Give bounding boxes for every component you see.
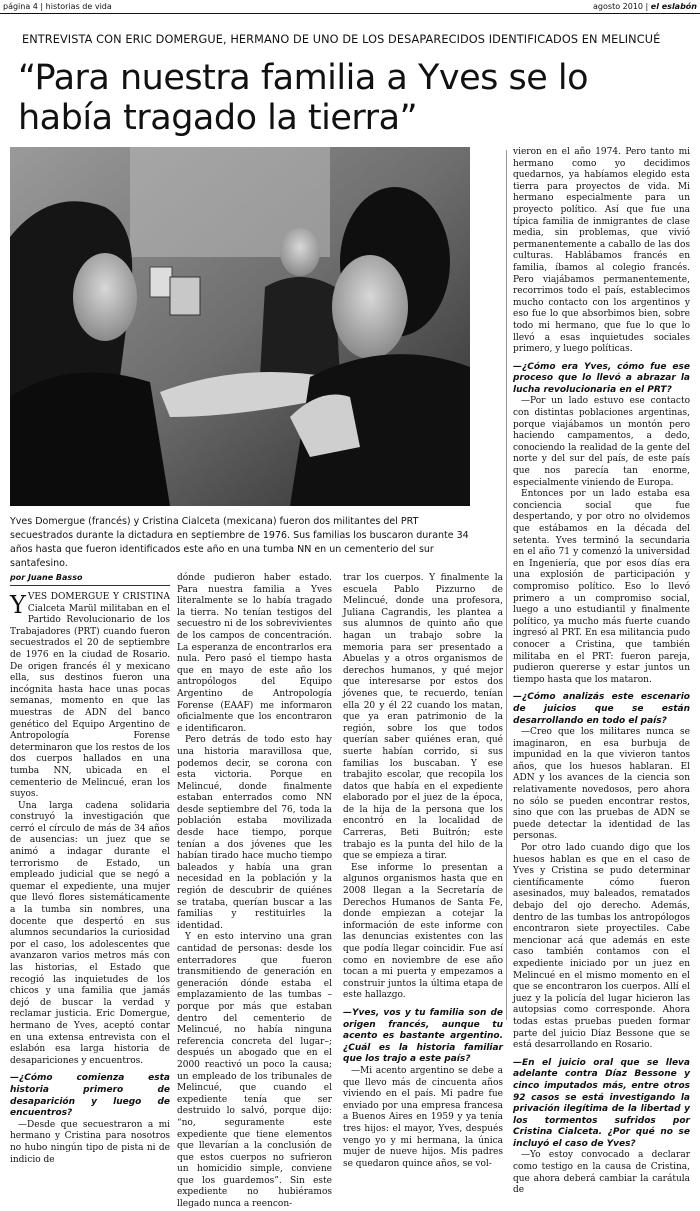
article-column-2 bbox=[177, 573, 332, 1210]
question: —¿Cómo analizás este escenario de juicios que se están desarrollando en todo el país? bbox=[513, 692, 690, 726]
issue-date: agosto 2010 | bbox=[593, 2, 649, 11]
header-right bbox=[593, 0, 697, 13]
column-divider bbox=[506, 150, 507, 1020]
article-headline: “Para nuestra familia a Yves se lo había tragado la tierra” bbox=[18, 58, 589, 138]
paragraph: —Por un lado estuvo ese contacto con distintas poblaciones argentinas, porque viajábamos un montón pero haciendo campamentos, a dedo, conociendo la realidad de la gente del norte y del sur del país, de este país que nos parecía tan enorme, especialmente viniendo de Europa. bbox=[513, 396, 690, 488]
article-column-4 bbox=[513, 147, 690, 1196]
paragraph-text: VES DOMERGUE Y CRISTINA Cialceta Marül militaban en el Partido Revolucionario de los Trabajadores (PRT) cuando fueron secuestrados el 20 de septiembre de 1976 en la ciudad de Rosario. De origen francés él y mexicano ella, sus destinos fueron una incógnita hasta hace unas pocas semanas, momento en que las muestras de ADN del banco genético del Equipo Argentino de Antropología Forense determinaron que los restos de los dos cuerpos hallados en una tumba NN, ubicada en el cementerio de Melincué, eran los suyos. bbox=[10, 592, 170, 800]
section-label: página 4 | historias de vida bbox=[3, 2, 112, 11]
paragraph: vieron en el año 1974. Pero tanto mi hermano como yo decidimos quedarnos, ya habíamos elegido esta tierra para proyectos de vida. Mi hermano especialmente para un proyecto político. Así que fue una típica familia de inmigrantes de clase media, sin problemas, que vivió permanentemente a caballo de las dos culturas. Hablábamos francés en familia, íbamos al colegio francés. Pero viajábamos permanentemente, recorrimos todo el país, establecimos mucho contacto con los argentinos y eso fue lo que absorbimos bien, sobre todo mi hermano, que fue lo que lo llevó a esas inquietudes sociales primero, y luego políticas. bbox=[513, 147, 690, 355]
paragraph: —Creo que los militares nunca se imaginaron, en esa burbuja de impunidad en la que vivieron tantos años, que los huesos hablaran. El ADN y los avances de la ciencia son relativamente novedosos, pero ahora no sólo se pueden encontrar restos, sino que con las pruebas de ADN se puede detectar la identidad de las personas. bbox=[513, 727, 690, 842]
article-kicker: ENTREVISTA CON ERIC DOMERGUE, HERMANO DE UNO DE LOS DESAPARECIDOS IDENTIFICADOS EN MELINCUÉ bbox=[22, 33, 661, 46]
photo-caption: Yves Domergue (francés) y Cristina Cialceta (mexicana) fueron dos militantes del PRT secuestrados durante la dictadura en septiembre de 1976. Sus familias los buscaron durante 34 años hasta que fueron identificados este año en una tumba NN en un cementerio del sur santafesino. bbox=[10, 516, 469, 569]
paragraph: dónde pudieron haber estado. Para nuestra familia a Yves literalmente se lo había tragado la tierra. No tenían testigos del secuestro ni de los sobrevivientes de los campos de concentración. La esperanza de encontrarlos era nula. Pero pasó el tiempo hasta que en mayo de este año los antropólogos del Equipo Argentino de Antropología Forense (EAAF) me informaron oficialmente que los encontraron e identificaron. bbox=[177, 573, 332, 734]
question: —¿Cómo comienza esta historia primero de desaparición y luego de encuentros? bbox=[10, 1073, 170, 1119]
publication-brand: el eslabón bbox=[650, 2, 697, 11]
article-column-3 bbox=[343, 573, 503, 1169]
paragraph: trar los cuerpos. Y finalmente la escuela Pablo Pizzurno de Melincué, donde una profesora, Juliana Cagrandis, les plantea a sus alumnos de quinto año que hagan un trabajo sobre la memoria para ser presentado a Abuelas y a otros organismos de derechos humanos, y qué mejor que interesarse por estos dos jóvenes que, te recuerdo, tenían ella 20 y él 22 cuando los matan, que ya eran patrimonio de la región, sobre los que todos querían saber quiénes eran, qué suerte habían corrido, si sus familias los buscaban. Y ese trabajito escolar, que recopila los datos que había en el expediente elaborado por el juez de la época, de la hija de la persona que los encontró en la localidad de Carreras, Beti Buitrón; este trabajo es la punta del hilo de la que se empieza a tirar. bbox=[343, 573, 503, 862]
paragraph: Ese informe lo presentan a algunos organismos hasta que en 2008 llegan a la Secretaría de Derechos Humanos de Santa Fe, donde empiezan a cotejar la información de este informe con las denuncias existentes con las que podía llegar coincidir. Fue así como en noviembre de ese año tocan a mi puerta y empezamos a construir juntos la última etapa de este hallazgo. bbox=[343, 862, 503, 1001]
paragraph: Pero detrás de todo esto hay una historia maravillosa que, podemos decir, se corona con esta victoria. Porque en Melincué, donde finalmente estaban enterrados como NN desde septiembre del 76, toda la población estaba movilizada desde hace tiempo, porque tenían a dos jóvenes que les habían tirado hace mucho tiempo baleados y había una gran necesidad en la población y la región de descubrir de quiénes se trataba, querían buscar a las familias y restituirles la identidad. bbox=[177, 735, 332, 931]
drop-cap: Y bbox=[10, 591, 26, 619]
question: —¿Cómo era Yves, cómo fue ese proceso que lo llevó a abrazar la lucha revolucionaria en el PRT? bbox=[513, 361, 690, 395]
article-photo bbox=[10, 147, 470, 506]
paragraph: —Desde que secuestraron a mi hermano y Cristina para nosotros no hubo ningún tipo de pista ni de indicio de bbox=[10, 1119, 170, 1165]
paragraph: —Mi acento argentino se debe a que llevo más de cincuenta años viviendo en el país. Mi padre fue enviado por una empresa francesa a Buenos Aires en 1959 y ya tenía tres hijos: el mayor, Yves, después vengo yo y mi hermana, la única mujer de nueve hijos. Mis padres se quedaron quince años, se vol- bbox=[343, 1065, 503, 1169]
paragraph: Por otro lado cuando digo que los huesos hablan es que en el caso de Yves y Cristina se pudo determinar científicamente cómo fueron asesinados, muy baleados, rematados debajo del ojo derecho. Además, dentro de las tumbas los antropólogos encontraron siete proyectiles. Cabe mencionar acá que además en este caso también contamos con el expediente iniciado por un juez en Melincué en el mismo momento en el que se encontraron los cuerpos. Allí el juez y la policía del lugar hicieron las autopsias como corresponde. Ahora todas estas pruebas pueden formar parte del juicio Díaz Bessone que se está desarrollando en Rosario. bbox=[513, 843, 690, 1051]
question: —Yves, vos y tu familia son de origen francés, aunque tu acento es bastante argentino. ¿Cuál es la historia familiar que los trajo a este país? bbox=[343, 1007, 503, 1065]
paragraph: —Yo estoy convocado a declarar como testigo en la causa de Cristina, que ahora deberá cambiar la carátula de bbox=[513, 1150, 690, 1196]
lead-paragraph bbox=[10, 592, 170, 801]
question: —En el juicio oral que se lleva adelante contra Díaz Bessone y cinco imputados más, entre otros 92 casos se está investigando la privación ilegítima de la libertad y los tormentos sufridos por Cristina Cialceta. ¿Por qué no se incluyó el caso de Yves? bbox=[513, 1057, 690, 1149]
article-column-1 bbox=[10, 591, 170, 1165]
byline: por Juane Basso bbox=[10, 573, 170, 586]
page-header bbox=[0, 0, 700, 14]
paragraph: Entonces por un lado estaba esa conciencia social que fue despertando, y por otro no olvidemos que estábamos en la década del setenta. Yves terminó la secundaria en el año 71 y comenzó la universidad en Ingeniería, que por esos días era una explosión de participación y compromiso político. Eso lo llevó primero a un compromiso social, luego a uno estudiantil y finalmente político, ya mucho más fuerte cuando ingresó al PRT. En esa militancia pudo conocer a Cristina, que también militaba en el PRT: fueron pareja, pudieron quererse y estar juntos un tiempo hasta que los mataron. bbox=[513, 489, 690, 685]
paragraph: Una larga cadena solidaria construyó la investigación que cerró el círculo de más de 34 años de ausencias: un juez que se animó a indagar durante el terrorismo de Estado, un empleado judicial que se negó a quemar el expediente, una mujer que llevó flores sistemáticamente a la tumba sin nombres, una docente que despertó en sus alumnos secundarios la curiosidad por el caso, los adolescentes que avanzaron varios metros más con las historias, el Estado que recogió las inquietudes de los chicos y una familia que jamás dejó de buscar la verdad y reclamar justicia. Eric Domergue, hermano de Yves, aceptó contar en una extensa entrevista con el eslabón esa larga historia de desapariciones y encuentros. bbox=[10, 800, 170, 1066]
paragraph: Y en esto intervino una gran cantidad de personas: desde los enterradores que fueron transmitiendo de generación en generación dónde estaba el emplazamiento de las tumbas –porque por más que estaban dentro del cementerio de Melincué, no había ninguna referencia concreta del lugar–; después un abogado que en el 2000 reactivó un poco la causa; un empleado de los tribunales de Melincué, que cuando el expediente tenía que ser destruido lo salvó, porque dijo: “no, seguramente este expediente que tiene elementos que llevarían a la conclusión de que estos cuerpos no sufrieron un homicidio simple, conviene que los guardemos”. Sin este expediente no hubiéramos llegado nunca a reencon- bbox=[177, 932, 332, 1210]
